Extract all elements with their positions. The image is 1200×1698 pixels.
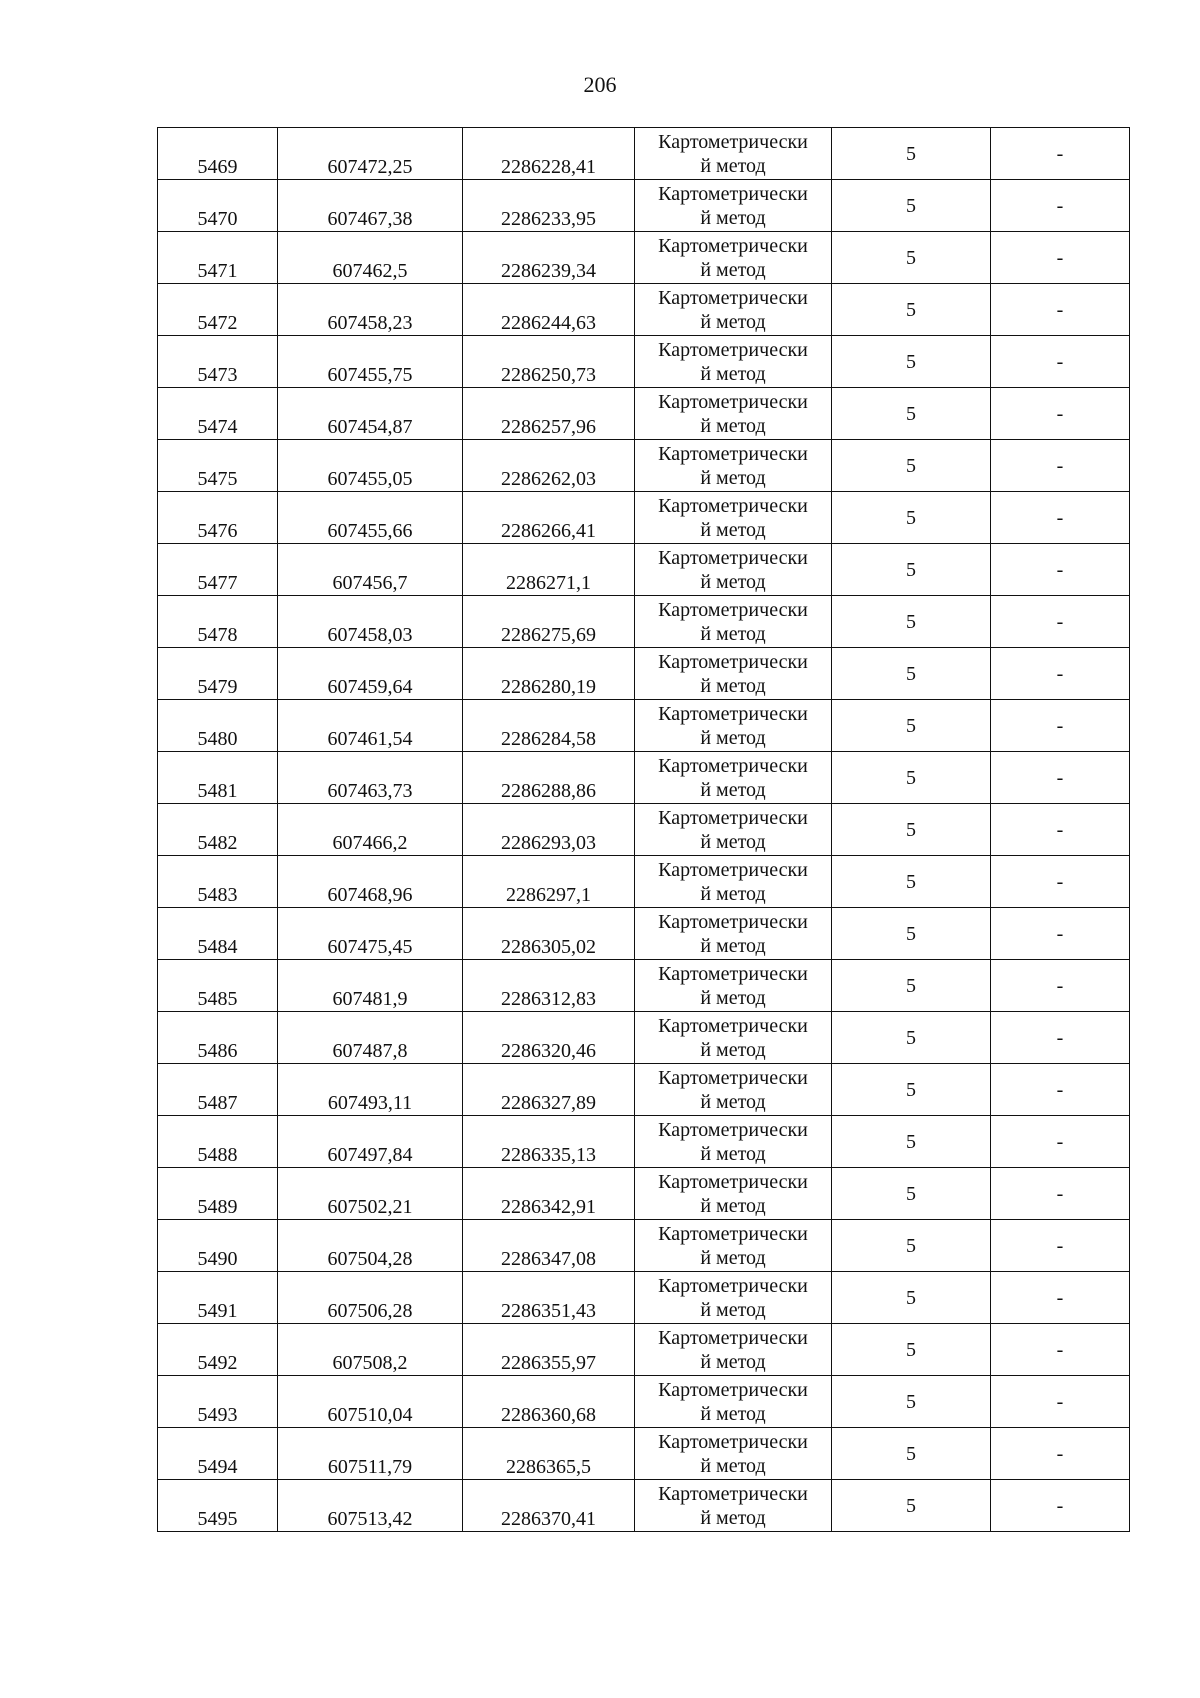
- method-line-1: Картометрически: [658, 1014, 808, 1037]
- note-cell: -: [991, 128, 1130, 180]
- table-row: [158, 1064, 1130, 1116]
- y-coordinate-cell: 2286342,91: [463, 1168, 635, 1220]
- accuracy-cell: 5: [832, 388, 991, 440]
- accuracy-cell: 5: [832, 180, 991, 232]
- method-line-1: Картометрически: [658, 962, 808, 985]
- table-row: [158, 492, 1130, 544]
- method-line-2: й метод: [700, 622, 766, 645]
- y-coordinate-cell: 2286244,63: [463, 284, 635, 336]
- note-cell: -: [991, 1324, 1130, 1376]
- method-line-2: й метод: [700, 1038, 766, 1061]
- method-line-1: Картометрически: [658, 650, 808, 673]
- accuracy-cell: 5: [832, 128, 991, 180]
- x-coordinate-cell: 607467,38: [278, 180, 463, 232]
- point-number-cell: 5495: [158, 1480, 278, 1532]
- method-line-1: Картометрически: [658, 858, 808, 881]
- accuracy-cell: 5: [832, 1116, 991, 1168]
- x-coordinate-cell: 607459,64: [278, 648, 463, 700]
- x-coordinate-cell: 607472,25: [278, 128, 463, 180]
- point-number-cell: 5472: [158, 284, 278, 336]
- y-coordinate-cell: 2286228,41: [463, 128, 635, 180]
- accuracy-cell: 5: [832, 960, 991, 1012]
- y-coordinate-cell: 2286305,02: [463, 908, 635, 960]
- method-line-1: Картометрически: [658, 598, 808, 621]
- x-coordinate-cell: 607461,54: [278, 700, 463, 752]
- accuracy-cell: 5: [832, 908, 991, 960]
- y-coordinate-cell: 2286365,5: [463, 1428, 635, 1480]
- point-number-cell: 5487: [158, 1064, 278, 1116]
- accuracy-cell: 5: [832, 1168, 991, 1220]
- method-line-2: й метод: [700, 258, 766, 281]
- method-cell: [635, 128, 832, 180]
- x-coordinate-cell: 607502,21: [278, 1168, 463, 1220]
- x-coordinate-cell: 607455,05: [278, 440, 463, 492]
- method-cell: [635, 1428, 832, 1480]
- table-row: [158, 596, 1130, 648]
- method-line-1: Картометрически: [658, 1482, 808, 1505]
- point-number-cell: 5485: [158, 960, 278, 1012]
- accuracy-cell: 5: [832, 336, 991, 388]
- method-line-2: й метод: [700, 1350, 766, 1373]
- note-cell: -: [991, 1428, 1130, 1480]
- point-number-cell: 5470: [158, 180, 278, 232]
- method-line-2: й метод: [700, 362, 766, 385]
- method-line-1: Картометрически: [658, 546, 808, 569]
- y-coordinate-cell: 2286327,89: [463, 1064, 635, 1116]
- x-coordinate-cell: 607468,96: [278, 856, 463, 908]
- point-number-cell: 5482: [158, 804, 278, 856]
- point-number-cell: 5493: [158, 1376, 278, 1428]
- method-cell: [635, 1272, 832, 1324]
- accuracy-cell: 5: [832, 1220, 991, 1272]
- accuracy-cell: 5: [832, 544, 991, 596]
- y-coordinate-cell: 2286351,43: [463, 1272, 635, 1324]
- point-number-cell: 5477: [158, 544, 278, 596]
- method-cell: [635, 700, 832, 752]
- method-line-1: Картометрически: [658, 390, 808, 413]
- method-cell: [635, 492, 832, 544]
- method-cell: [635, 1012, 832, 1064]
- y-coordinate-cell: 2286347,08: [463, 1220, 635, 1272]
- table-row: [158, 1012, 1130, 1064]
- note-cell: -: [991, 908, 1130, 960]
- method-line-2: й метод: [700, 1194, 766, 1217]
- method-line-1: Картометрически: [658, 1326, 808, 1349]
- method-cell: [635, 1324, 832, 1376]
- method-cell: [635, 1168, 832, 1220]
- table-row: [158, 1220, 1130, 1272]
- table-row: [158, 336, 1130, 388]
- method-cell: [635, 648, 832, 700]
- note-cell: -: [991, 752, 1130, 804]
- accuracy-cell: 5: [832, 284, 991, 336]
- point-number-cell: 5488: [158, 1116, 278, 1168]
- y-coordinate-cell: 2286275,69: [463, 596, 635, 648]
- note-cell: -: [991, 960, 1130, 1012]
- accuracy-cell: 5: [832, 1480, 991, 1532]
- method-line-2: й метод: [700, 1090, 766, 1113]
- note-cell: -: [991, 388, 1130, 440]
- point-number-cell: 5492: [158, 1324, 278, 1376]
- y-coordinate-cell: 2286271,1: [463, 544, 635, 596]
- note-cell: -: [991, 804, 1130, 856]
- point-number-cell: 5474: [158, 388, 278, 440]
- method-line-1: Картометрически: [658, 1170, 808, 1193]
- x-coordinate-cell: 607511,79: [278, 1428, 463, 1480]
- method-line-2: й метод: [700, 882, 766, 905]
- method-line-1: Картометрически: [658, 910, 808, 933]
- method-line-2: й метод: [700, 778, 766, 801]
- y-coordinate-cell: 2286360,68: [463, 1376, 635, 1428]
- method-line-2: й метод: [700, 310, 766, 333]
- point-number-cell: 5473: [158, 336, 278, 388]
- note-cell: -: [991, 1012, 1130, 1064]
- point-number-cell: 5481: [158, 752, 278, 804]
- table-row: [158, 752, 1130, 804]
- note-cell: -: [991, 232, 1130, 284]
- method-line-2: й метод: [700, 674, 766, 697]
- coordinates-table: [157, 127, 1130, 1532]
- point-number-cell: 5490: [158, 1220, 278, 1272]
- accuracy-cell: 5: [832, 440, 991, 492]
- table-row: [158, 908, 1130, 960]
- method-line-2: й метод: [700, 1402, 766, 1425]
- method-line-2: й метод: [700, 518, 766, 541]
- method-line-2: й метод: [700, 414, 766, 437]
- method-cell: [635, 1116, 832, 1168]
- x-coordinate-cell: 607455,66: [278, 492, 463, 544]
- table-row: [158, 128, 1130, 180]
- method-cell: [635, 284, 832, 336]
- note-cell: -: [991, 1272, 1130, 1324]
- method-cell: [635, 1376, 832, 1428]
- method-line-1: Картометрически: [658, 338, 808, 361]
- x-coordinate-cell: 607456,7: [278, 544, 463, 596]
- method-cell: [635, 388, 832, 440]
- method-line-2: й метод: [700, 1298, 766, 1321]
- x-coordinate-cell: 607454,87: [278, 388, 463, 440]
- x-coordinate-cell: 607481,9: [278, 960, 463, 1012]
- method-line-1: Картометрически: [658, 702, 808, 725]
- x-coordinate-cell: 607458,23: [278, 284, 463, 336]
- method-line-1: Картометрически: [658, 1222, 808, 1245]
- point-number-cell: 5469: [158, 128, 278, 180]
- method-cell: [635, 596, 832, 648]
- method-line-1: Картометрически: [658, 806, 808, 829]
- accuracy-cell: 5: [832, 856, 991, 908]
- table-row: [158, 1324, 1130, 1376]
- point-number-cell: 5478: [158, 596, 278, 648]
- method-cell: [635, 856, 832, 908]
- y-coordinate-cell: 2286284,58: [463, 700, 635, 752]
- y-coordinate-cell: 2286239,34: [463, 232, 635, 284]
- x-coordinate-cell: 607475,45: [278, 908, 463, 960]
- x-coordinate-cell: 607513,42: [278, 1480, 463, 1532]
- method-line-1: Картометрически: [658, 130, 808, 153]
- note-cell: -: [991, 492, 1130, 544]
- note-cell: -: [991, 336, 1130, 388]
- point-number-cell: 5483: [158, 856, 278, 908]
- method-line-2: й метод: [700, 1142, 766, 1165]
- table-row: [158, 804, 1130, 856]
- table-row: [158, 960, 1130, 1012]
- accuracy-cell: 5: [832, 1012, 991, 1064]
- method-cell: [635, 752, 832, 804]
- accuracy-cell: 5: [832, 752, 991, 804]
- accuracy-cell: 5: [832, 700, 991, 752]
- note-cell: -: [991, 596, 1130, 648]
- method-line-1: Картометрически: [658, 182, 808, 205]
- method-line-1: Картометрически: [658, 1378, 808, 1401]
- accuracy-cell: 5: [832, 492, 991, 544]
- method-line-2: й метод: [700, 1246, 766, 1269]
- method-cell: [635, 908, 832, 960]
- method-line-2: й метод: [700, 830, 766, 853]
- note-cell: -: [991, 1376, 1130, 1428]
- table-row: [158, 856, 1130, 908]
- method-line-1: Картометрически: [658, 494, 808, 517]
- table-row: [158, 700, 1130, 752]
- method-cell: [635, 232, 832, 284]
- table-row: [158, 284, 1130, 336]
- y-coordinate-cell: 2286266,41: [463, 492, 635, 544]
- coordinates-table-body: [158, 128, 1130, 1532]
- table-row: [158, 1272, 1130, 1324]
- point-number-cell: 5476: [158, 492, 278, 544]
- x-coordinate-cell: 607506,28: [278, 1272, 463, 1324]
- y-coordinate-cell: 2286293,03: [463, 804, 635, 856]
- table-row: [158, 1480, 1130, 1532]
- method-line-2: й метод: [700, 154, 766, 177]
- note-cell: -: [991, 1064, 1130, 1116]
- x-coordinate-cell: 607510,04: [278, 1376, 463, 1428]
- note-cell: -: [991, 1220, 1130, 1272]
- accuracy-cell: 5: [832, 1324, 991, 1376]
- method-line-2: й метод: [700, 726, 766, 749]
- point-number-cell: 5494: [158, 1428, 278, 1480]
- method-cell: [635, 440, 832, 492]
- note-cell: -: [991, 544, 1130, 596]
- point-number-cell: 5486: [158, 1012, 278, 1064]
- method-cell: [635, 804, 832, 856]
- x-coordinate-cell: 607508,2: [278, 1324, 463, 1376]
- accuracy-cell: 5: [832, 232, 991, 284]
- table-row: [158, 648, 1130, 700]
- accuracy-cell: 5: [832, 1376, 991, 1428]
- method-line-1: Картометрически: [658, 286, 808, 309]
- table-row: [158, 180, 1130, 232]
- point-number-cell: 5484: [158, 908, 278, 960]
- y-coordinate-cell: 2286280,19: [463, 648, 635, 700]
- point-number-cell: 5479: [158, 648, 278, 700]
- x-coordinate-cell: 607466,2: [278, 804, 463, 856]
- method-cell: [635, 180, 832, 232]
- point-number-cell: 5471: [158, 232, 278, 284]
- note-cell: -: [991, 648, 1130, 700]
- table-row: [158, 440, 1130, 492]
- method-line-2: й метод: [700, 934, 766, 957]
- y-coordinate-cell: 2286257,96: [463, 388, 635, 440]
- y-coordinate-cell: 2286250,73: [463, 336, 635, 388]
- note-cell: -: [991, 1480, 1130, 1532]
- method-line-1: Картометрически: [658, 1430, 808, 1453]
- point-number-cell: 5480: [158, 700, 278, 752]
- y-coordinate-cell: 2286312,83: [463, 960, 635, 1012]
- note-cell: -: [991, 440, 1130, 492]
- method-cell: [635, 960, 832, 1012]
- table-row: [158, 388, 1130, 440]
- accuracy-cell: 5: [832, 596, 991, 648]
- y-coordinate-cell: 2286297,1: [463, 856, 635, 908]
- method-cell: [635, 1064, 832, 1116]
- y-coordinate-cell: 2286262,03: [463, 440, 635, 492]
- point-number-cell: 5489: [158, 1168, 278, 1220]
- y-coordinate-cell: 2286335,13: [463, 1116, 635, 1168]
- method-line-2: й метод: [700, 206, 766, 229]
- x-coordinate-cell: 607462,5: [278, 232, 463, 284]
- method-cell: [635, 544, 832, 596]
- method-line-1: Картометрически: [658, 234, 808, 257]
- y-coordinate-cell: 2286320,46: [463, 1012, 635, 1064]
- note-cell: -: [991, 284, 1130, 336]
- note-cell: -: [991, 180, 1130, 232]
- note-cell: -: [991, 700, 1130, 752]
- method-cell: [635, 1480, 832, 1532]
- table-row: [158, 1116, 1130, 1168]
- method-line-2: й метод: [700, 1506, 766, 1529]
- x-coordinate-cell: 607497,84: [278, 1116, 463, 1168]
- accuracy-cell: 5: [832, 804, 991, 856]
- table-row: [158, 544, 1130, 596]
- method-line-2: й метод: [700, 570, 766, 593]
- accuracy-cell: 5: [832, 1428, 991, 1480]
- accuracy-cell: 5: [832, 1064, 991, 1116]
- method-cell: [635, 1220, 832, 1272]
- page-number: 206: [583, 72, 617, 97]
- table-row: [158, 1376, 1130, 1428]
- note-cell: -: [991, 856, 1130, 908]
- x-coordinate-cell: 607458,03: [278, 596, 463, 648]
- y-coordinate-cell: 2286233,95: [463, 180, 635, 232]
- x-coordinate-cell: 607487,8: [278, 1012, 463, 1064]
- method-line-2: й метод: [700, 986, 766, 1009]
- method-cell: [635, 336, 832, 388]
- accuracy-cell: 5: [832, 1272, 991, 1324]
- method-line-2: й метод: [700, 1454, 766, 1477]
- x-coordinate-cell: 607455,75: [278, 336, 463, 388]
- point-number-cell: 5491: [158, 1272, 278, 1324]
- y-coordinate-cell: 2286288,86: [463, 752, 635, 804]
- y-coordinate-cell: 2286355,97: [463, 1324, 635, 1376]
- point-number-cell: 5475: [158, 440, 278, 492]
- note-cell: -: [991, 1116, 1130, 1168]
- method-line-1: Картометрически: [658, 1118, 808, 1141]
- method-line-1: Картометрически: [658, 1066, 808, 1089]
- table-row: [158, 1428, 1130, 1480]
- method-line-2: й метод: [700, 466, 766, 489]
- x-coordinate-cell: 607504,28: [278, 1220, 463, 1272]
- method-line-1: Картометрически: [658, 1274, 808, 1297]
- x-coordinate-cell: 607493,11: [278, 1064, 463, 1116]
- method-line-1: Картометрически: [658, 442, 808, 465]
- accuracy-cell: 5: [832, 648, 991, 700]
- table-row: [158, 1168, 1130, 1220]
- y-coordinate-cell: 2286370,41: [463, 1480, 635, 1532]
- table-row: [158, 232, 1130, 284]
- x-coordinate-cell: 607463,73: [278, 752, 463, 804]
- note-cell: -: [991, 1168, 1130, 1220]
- method-line-1: Картометрически: [658, 754, 808, 777]
